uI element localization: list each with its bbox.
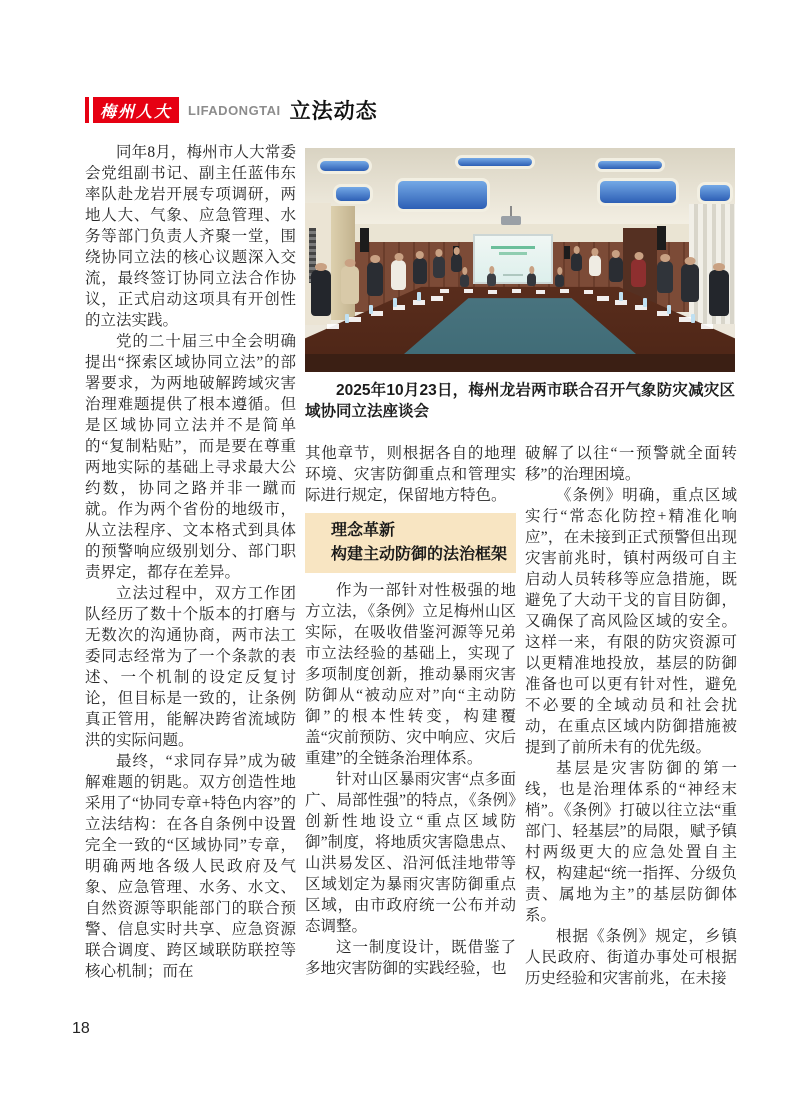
article-column-1 bbox=[85, 142, 296, 982]
paragraph: 作为一部针对性极强的地方立法，《条例》立足梅州山区实际，在吸收借鉴河源等兄弟市立法经验的基础上，实现了多项制度创新，推动暴雨灾害防御从“被动应对”向“主动防御”的根本性转变，构建覆盖“灾前预防、灾中响应、灾后重建”的全链条治理体系。 bbox=[305, 582, 516, 767]
projector-mount bbox=[510, 206, 512, 216]
page-number: 18 bbox=[72, 1020, 90, 1037]
attendee-silhouette bbox=[487, 273, 496, 286]
water-bottles bbox=[691, 314, 695, 323]
paragraph: 《条例》明确，重点区域实行“常态化防控+精准化响应”，在未接到正式预警但出现灾害前兆时，镇村两级可自主启动人员转移等应急措施，既避免了大动干戈的盲目防御，又确保了高风险区域的安全。这样一来，有限的防灾资源可以更精准地投放，基层的防御准备也可以更有针对性，避免不必要的全域动员和社会扰动，在重点区域内防御措施被提到了前所未有的优先级。 bbox=[525, 487, 737, 756]
attendee-silhouette bbox=[367, 262, 383, 296]
ceiling-light bbox=[697, 182, 733, 204]
wall-speaker bbox=[657, 226, 666, 250]
attendee-silhouette bbox=[311, 270, 331, 316]
article-column-3 bbox=[525, 443, 737, 989]
ceiling-light bbox=[595, 158, 665, 172]
projection-screen bbox=[473, 234, 553, 284]
attendee-silhouette bbox=[657, 261, 673, 293]
documents-on-table bbox=[701, 324, 713, 329]
article-column-2 bbox=[305, 443, 516, 979]
attendee-silhouette bbox=[527, 273, 536, 286]
ceiling-light bbox=[395, 178, 490, 212]
paragraph: 同年8月，梅州市人大常委会党组副书记、副主任蓝伟东率队赴龙岩开展专项调研，两地人大、气象、应急管理、水务等部门负责人齐聚一堂，围绕协同立法的核心议题深入交流，最终签订协同立法合作协议，正式启动这项具有开创性的立法实践。 bbox=[85, 144, 296, 329]
water-bottles bbox=[345, 314, 349, 323]
photo-caption: 2025年10月23日，梅州龙岩两市联合召开气象防灾减灾区域协同立法座谈会 bbox=[305, 382, 735, 420]
ceiling-light bbox=[333, 184, 373, 204]
attendee-silhouette bbox=[413, 258, 427, 284]
documents-on-table bbox=[327, 324, 339, 329]
paragraph: 根据《条例》规定，乡镇人民政府、街道办事处可根据历史经验和灾害前兆，在未接 bbox=[525, 928, 737, 987]
attendee-silhouette bbox=[341, 266, 359, 304]
ceiling-light bbox=[597, 178, 679, 206]
ceiling-light bbox=[317, 158, 372, 174]
attendee-silhouette bbox=[433, 256, 445, 278]
attendee-silhouette bbox=[391, 260, 406, 290]
publication-logo: 梅州人大 bbox=[93, 97, 179, 123]
paragraph: 这一制度设计，既借鉴了多地灾害防御的实践经验，也 bbox=[305, 939, 516, 977]
attendee-silhouette bbox=[589, 255, 601, 276]
documents-on-table bbox=[440, 289, 449, 293]
attendee-silhouette bbox=[631, 259, 646, 287]
column-section-title: 立法动态 bbox=[289, 100, 378, 123]
series-romanized: LIFADONGTAI bbox=[188, 102, 281, 118]
screen-title-line bbox=[491, 246, 535, 249]
paragraph: 立法过程中，双方工作团队经历了数十个版本的打磨与无数次的沟通协商，两市法工委同志经常为了一个条款的表述、一个机制的设定反复讨论，但目标是一致的，让条例真正管用，能解决跨省流域防洪的实际问题。 bbox=[85, 585, 296, 749]
paragraph: 基层是灾害防御的第一线，也是治理体系的“神经末梢”。《条例》打破以往立法“重部门、轻基层”的局限，赋予镇村两级更大的应急处置自主权，构建起“统一指挥、分级负责、属地为主”的基层防御体系。 bbox=[525, 760, 737, 924]
paragraph: 最终，“求同存异”成为破解难题的钥匙。双方创造性地采用了“协同专章+特色内容”的立法结构：在各自条例中设置完全一致的“区域协同”专章，明确两地各级人民政府及气象、应急管理、水务、水文、自然资源等职能部门的联合预警、信息实时共享、应急资源联合调度、跨区域联防联控等核心机制；而在 bbox=[85, 753, 296, 980]
section-heading-box bbox=[305, 513, 516, 573]
paragraph: 破解了以往“一预警就全面转移”的治理困境。 bbox=[525, 445, 737, 483]
attendee-silhouette bbox=[555, 274, 564, 287]
attendee-silhouette bbox=[709, 270, 729, 316]
attendee-silhouette bbox=[609, 257, 623, 282]
paragraph: 其他章节，则根据各自的地理环境、灾害防御重点和管理实际进行规定，保留地方特色。 bbox=[305, 445, 516, 504]
header-accent-bar bbox=[85, 97, 89, 123]
screen-footer-line bbox=[503, 274, 523, 276]
attendee-silhouette bbox=[451, 254, 462, 272]
attendee-silhouette bbox=[460, 274, 469, 287]
section-heading-line2: 构建主动防御的法治框架 bbox=[331, 546, 508, 563]
attendee-silhouette bbox=[681, 264, 699, 302]
screen-title-line bbox=[499, 252, 527, 255]
paragraph: 党的二十届三中全会明确提出“探索区域协同立法”的部署要求，为两地破解跨域灾害治理难题提供了根本遵循。但是区域协同立法并不是简单的“复制粘贴”，而是要在尊重两地实际的基础上寻求最大公约数，协同之路并非一蹴而就。作为两个省份的地级市，从立法程序、文本格式到具体的预警响应级别划分、部门职责界定，都存在差异。 bbox=[85, 333, 296, 581]
wall-speaker bbox=[360, 228, 369, 252]
projector bbox=[501, 216, 521, 225]
section-heading-line1: 理念革新 bbox=[331, 522, 396, 539]
meeting-photo bbox=[305, 148, 735, 372]
paragraph: 针对山区暴雨灾害“点多面广、局部性强”的特点，《条例》创新性地设立“重点区域防御”制度，将地质灾害隐患点、山洪易发区、沿河低洼地带等区域划定为暴雨灾害防御重点区域，由市政府统一公布并动态调整。 bbox=[305, 771, 516, 935]
page-header bbox=[85, 96, 378, 124]
ceiling-light bbox=[455, 155, 535, 169]
attendee-silhouette bbox=[571, 253, 582, 271]
table-front-panel bbox=[305, 354, 735, 372]
wall-speaker bbox=[564, 246, 570, 259]
